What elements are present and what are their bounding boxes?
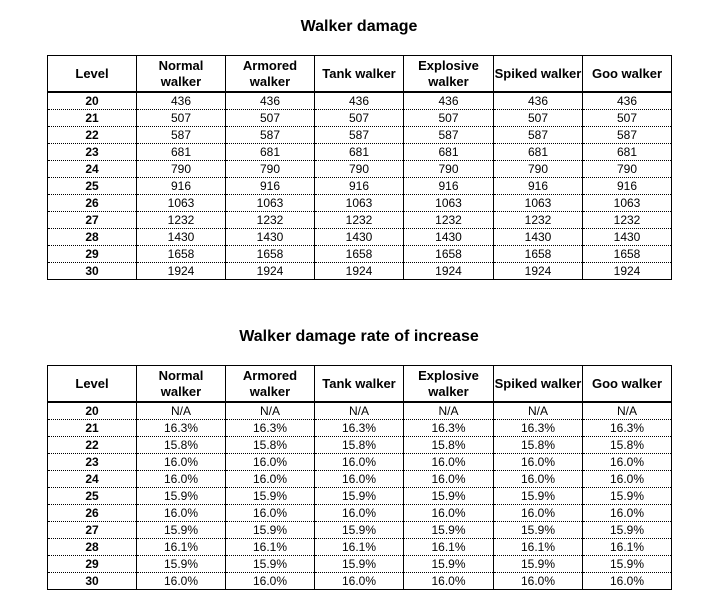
value-cell: 16.0% [226,573,315,590]
column-header: Level [48,56,137,93]
value-cell: 16.0% [137,573,226,590]
value-cell: 16.3% [494,420,583,437]
level-cell: 24 [48,161,137,178]
value-cell: 790 [315,161,404,178]
value-cell: 16.0% [226,454,315,471]
value-cell: 15.8% [404,437,494,454]
table-row [48,161,672,178]
value-cell: 16.0% [137,471,226,488]
column-header: Explosive walker [404,56,494,93]
value-cell: 681 [315,144,404,161]
value-cell: 16.0% [494,471,583,488]
column-header: Normal walker [137,366,226,403]
value-cell: 16.0% [404,505,494,522]
value-cell: 16.3% [226,420,315,437]
value-cell: 15.9% [583,522,672,539]
value-cell: 1063 [494,195,583,212]
value-cell: N/A [583,402,672,420]
value-cell: 1430 [315,229,404,246]
table-row [48,127,672,144]
value-cell: 15.9% [494,522,583,539]
value-cell: 1232 [494,212,583,229]
value-cell: 790 [583,161,672,178]
column-header: Spiked walker [494,366,583,403]
value-cell: 16.1% [226,539,315,556]
value-cell: 790 [404,161,494,178]
value-cell: 916 [315,178,404,195]
value-cell: N/A [315,402,404,420]
value-cell: 1658 [404,246,494,263]
value-cell: 436 [315,92,404,110]
value-cell: 16.0% [315,505,404,522]
value-cell: 1232 [404,212,494,229]
walker-damage-rate-table [47,365,672,590]
value-cell: 15.9% [137,556,226,573]
value-cell: 681 [404,144,494,161]
value-cell: 15.9% [404,556,494,573]
value-cell: 15.9% [226,556,315,573]
level-cell: 28 [48,539,137,556]
value-cell: 436 [226,92,315,110]
value-cell: 16.0% [494,573,583,590]
level-cell: 22 [48,437,137,454]
value-cell: 16.3% [583,420,672,437]
value-cell: 681 [494,144,583,161]
value-cell: 15.8% [583,437,672,454]
table-row [48,488,672,505]
table-row [48,471,672,488]
value-cell: 436 [404,92,494,110]
value-cell: 436 [494,92,583,110]
value-cell: 16.0% [404,573,494,590]
table-row [48,556,672,573]
walker-damage-title: Walker damage [300,18,418,35]
value-cell: 507 [137,110,226,127]
value-cell: 16.0% [583,471,672,488]
value-cell: 1924 [404,263,494,280]
value-cell: 916 [494,178,583,195]
value-cell: 1658 [137,246,226,263]
level-cell: 21 [48,420,137,437]
table-row [48,454,672,471]
value-cell: 916 [404,178,494,195]
table-row [48,420,672,437]
table-row [48,263,672,280]
value-cell: 15.9% [494,488,583,505]
value-cell: 15.8% [226,437,315,454]
value-cell: 1232 [137,212,226,229]
table-row [48,505,672,522]
value-cell: 436 [137,92,226,110]
value-cell: 1430 [583,229,672,246]
value-cell: 1924 [137,263,226,280]
column-header: Armored walker [226,366,315,403]
value-cell: 1063 [404,195,494,212]
level-cell: 27 [48,522,137,539]
value-cell: N/A [404,402,494,420]
level-cell: 27 [48,212,137,229]
value-cell: N/A [137,402,226,420]
value-cell: 681 [137,144,226,161]
value-cell: 15.9% [583,488,672,505]
value-cell: 507 [494,110,583,127]
value-cell: 16.3% [137,420,226,437]
value-cell: 15.9% [226,488,315,505]
column-header: Armored walker [226,56,315,93]
value-cell: 1924 [613,263,641,278]
value-cell: 15.8% [494,437,583,454]
header-row [48,366,672,403]
level-cell: 25 [48,488,137,505]
table-row [48,402,672,420]
value-cell: 1063 [226,195,315,212]
value-cell: 587 [583,127,672,144]
value-cell: 16.0% [315,471,404,488]
value-cell: 15.9% [315,556,404,573]
value-cell: 1658 [583,246,672,263]
value-cell: 916 [226,178,315,195]
value-cell: 15.9% [404,522,494,539]
value-cell: 1430 [494,229,583,246]
level-cell: 23 [48,144,137,161]
value-cell: 507 [404,110,494,127]
level-cell: 20 [48,92,137,110]
value-cell: 15.9% [137,522,226,539]
level-cell: 25 [48,178,137,195]
value-cell: 16.3% [315,420,404,437]
value-cell: 587 [226,127,315,144]
value-cell: N/A [494,402,583,420]
level-cell: 26 [48,195,137,212]
value-cell: 916 [137,178,226,195]
value-cell: 16.1% [583,539,672,556]
value-cell: 16.0% [226,471,315,488]
level-cell: 23 [48,454,137,471]
value-cell: 790 [226,161,315,178]
table-row [48,110,672,127]
value-cell: 1924 [494,263,583,280]
value-cell: 16.1% [315,539,404,556]
value-cell: 16.0% [494,454,583,471]
value-cell: 916 [583,178,672,195]
value-cell: 587 [315,127,404,144]
value-cell: 16.0% [137,505,226,522]
value-cell: 587 [137,127,226,144]
table-row [48,144,672,161]
level-cell: 29 [48,246,137,263]
value-cell: 1063 [583,195,672,212]
value-cell: 16.0% [137,454,226,471]
value-cell: 790 [137,161,226,178]
value-cell: 507 [583,110,672,127]
value-cell: 15.9% [583,556,672,573]
value-cell: 1430 [137,229,226,246]
column-header: Goo walker [583,56,672,93]
table-row [48,573,672,590]
value-cell: 16.0% [315,573,404,590]
level-cell: 28 [48,229,137,246]
value-cell: 1232 [315,212,404,229]
value-cell: 15.8% [315,437,404,454]
level-cell: 22 [48,127,137,144]
walker-damage-table [47,55,672,280]
table-row [48,437,672,454]
value-cell: 681 [583,144,672,161]
value-cell: 1658 [494,246,583,263]
header-row [48,56,672,93]
table-row [48,195,672,212]
level-cell: 30 [48,573,137,590]
column-header: Tank walker [315,56,404,93]
table-row [48,178,672,195]
value-cell: 1232 [226,212,315,229]
value-cell: 16.1% [137,539,226,556]
value-cell: 16.3% [404,420,494,437]
table-row [48,522,672,539]
value-cell: 16.0% [315,454,404,471]
value-cell: 436 [583,92,672,110]
value-cell: 1658 [315,246,404,263]
value-cell: 587 [494,127,583,144]
column-header: Level [48,366,137,403]
level-cell: 29 [48,556,137,573]
value-cell: 15.9% [494,556,583,573]
table-row [48,246,672,263]
value-cell: 1430 [404,229,494,246]
value-cell: 15.9% [226,522,315,539]
value-cell: 507 [315,110,404,127]
value-cell: 1232 [583,212,672,229]
column-header: Spiked walker [494,56,583,93]
value-cell: 16.0% [226,505,315,522]
value-cell: 16.0% [494,505,583,522]
table-row [48,92,672,110]
column-header: Explosive walker [404,366,494,403]
level-cell: 20 [48,402,137,420]
value-cell: 587 [404,127,494,144]
value-cell: 15.9% [315,522,404,539]
column-header: Tank walker [315,366,404,403]
value-cell: 1924 [226,263,315,280]
value-cell: 16.1% [494,539,583,556]
table-row [48,229,672,246]
value-cell: 16.0% [609,573,645,588]
value-cell: 16.0% [583,454,672,471]
value-cell: 1063 [137,195,226,212]
value-cell: 681 [226,144,315,161]
column-header: Goo walker [583,366,672,403]
value-cell: 15.9% [315,488,404,505]
value-cell: 507 [226,110,315,127]
level-cell: 24 [48,471,137,488]
level-cell: 21 [48,110,137,127]
value-cell: 15.8% [137,437,226,454]
column-header: Normal walker [137,56,226,93]
value-cell: 16.0% [404,471,494,488]
level-cell: 26 [48,505,137,522]
value-cell: 15.9% [404,488,494,505]
value-cell: 15.9% [137,488,226,505]
table-row [48,212,672,229]
walker-damage-rate-title: Walker damage rate of increase [239,328,479,345]
value-cell: 790 [494,161,583,178]
value-cell: N/A [226,402,315,420]
value-cell: 1063 [315,195,404,212]
value-cell: 16.0% [404,454,494,471]
value-cell: 16.0% [583,505,672,522]
value-cell: 1658 [226,246,315,263]
table-row [48,539,672,556]
value-cell: 16.1% [404,539,494,556]
value-cell: 1924 [315,263,404,280]
level-cell: 30 [48,263,137,280]
value-cell: 1430 [226,229,315,246]
